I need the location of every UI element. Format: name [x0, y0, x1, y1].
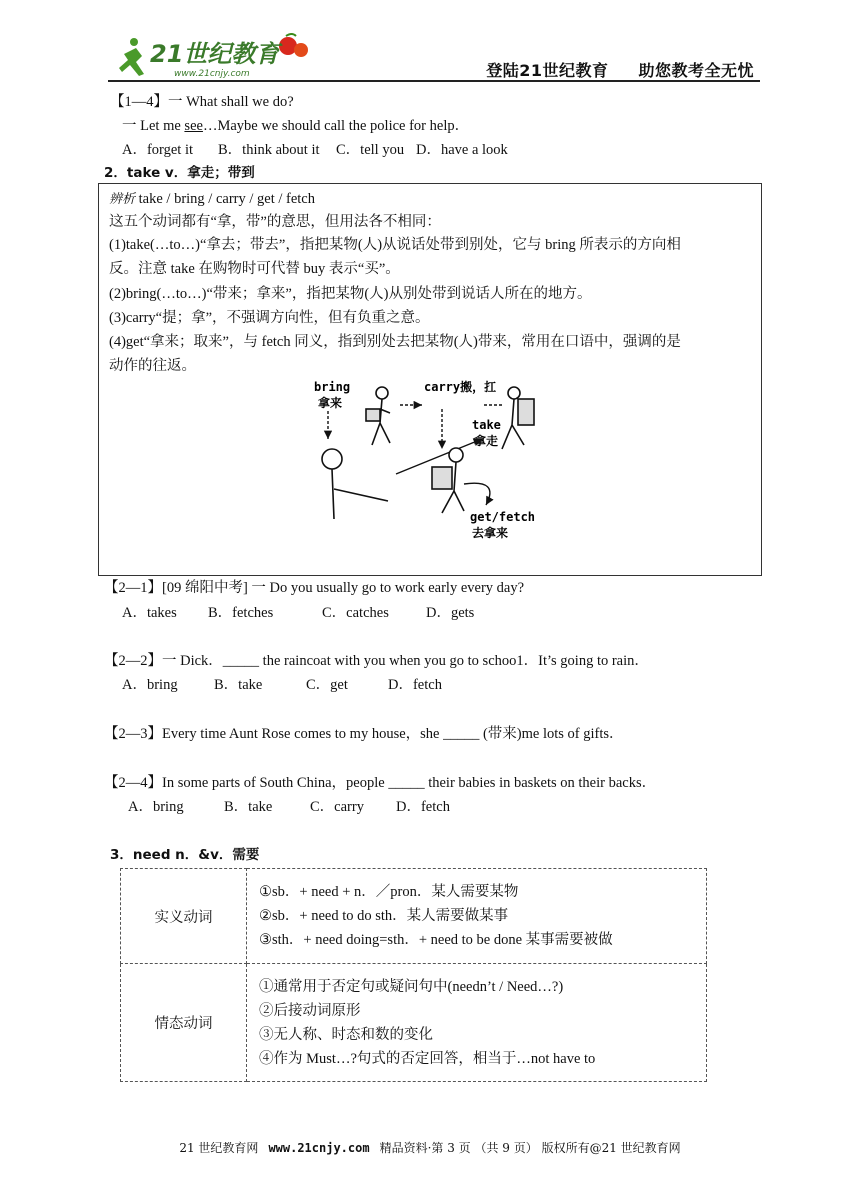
list-item: ①sb．+ need + n．／pron．某人需要某物 [259, 884, 519, 900]
take-bring-diagram [304, 379, 549, 549]
label-get-cn: 去拿来 [472, 526, 509, 540]
footer-left: 21 世纪教育网 [179, 1141, 259, 1155]
question-2-1-options [122, 603, 474, 623]
header-slogan [486, 58, 754, 81]
row-content [247, 964, 707, 1082]
row-content [247, 869, 707, 964]
option-b: B．think about it [218, 142, 320, 158]
option-c: C．catches [322, 605, 389, 621]
box-tag: 辨析 [109, 192, 136, 207]
option-d: D．gets [426, 605, 475, 621]
question-2-2-stem: 【2—2】一 Dick．_____ the raincoat with you when you go to schoo1．It’s going to rain． [104, 653, 649, 669]
list-item: ②后接动词原形 [259, 1002, 361, 1019]
box-line: 这五个动词都有“拿，带”的意思，但用法各不相同： [109, 214, 441, 230]
question-2-3-stem: 【2—3】Every time Aunt Rose comes to my house，she _____ (带来)me lots of gifts． [104, 726, 624, 742]
option-a: A．forget it [122, 142, 194, 158]
slogan-right: 助您教考全无忧 [638, 61, 754, 80]
option-b: B．take [224, 799, 273, 815]
section-3-heading: 3．need n．&v．需要 [110, 847, 260, 863]
table-row [121, 964, 707, 1082]
option-a: A．bring [122, 677, 178, 693]
footer-right: 精品资料·第 3 页 （共 9 页） 版权所有@21 世纪教育网 [379, 1141, 681, 1155]
row-head: 情态动词 [121, 964, 247, 1082]
need-usage-table [120, 868, 707, 1082]
box-line: (3)carry“提；拿”，不强调方向性，但有负重之意。 [109, 310, 430, 326]
question-1-4-stem: 【1—4】一 What shall we do? [110, 94, 294, 110]
line2-underlined: see [184, 118, 203, 134]
page-header [108, 28, 760, 82]
box-title-rest: take / bring / carry / get / fetch [135, 191, 315, 207]
slogan-left: 登陆21世纪教育 [486, 61, 609, 80]
usage-note-box [98, 183, 762, 576]
list-item: ①通常用于否定句或疑问句中(needn’t / Need…?) [259, 978, 564, 995]
question-2-1-stem: 【2—1】[09 绵阳中考] 一 Do you usually go to work early every day? [104, 580, 525, 596]
option-b: B．fetches [208, 605, 274, 621]
question-1-4-line2 [122, 116, 469, 136]
label-carry: carry搬，扛 [424, 380, 497, 394]
option-a: A．takes [122, 605, 177, 621]
box-line: (4)get“拿来；取来”，与 fetch 同义，指到别处去把某物(人)带来，常用在口语中，强调的是 [109, 334, 681, 350]
page-footer [0, 1139, 860, 1156]
table-row [121, 869, 707, 964]
runner-icon [119, 38, 144, 76]
list-item: ③sth．+ need doing=sth．+ need to be done 某事需要被做 [259, 932, 613, 948]
label-bring-cn: 拿来 [318, 396, 343, 410]
box-line: (2)bring(…to…)“带来；拿来”，指把某物(人)从别处带到说话人所在的地方。 [109, 286, 592, 302]
question-2-4-options [128, 797, 450, 817]
box-line: 反。注意 take 在购物时可代替 buy 表示“买”。 [109, 261, 400, 277]
list-item: ②sb．+ need to do sth．某人需要做某事 [259, 908, 509, 924]
question-1-4-options [122, 140, 508, 160]
section-2-heading: 2．take v．拿走；带到 [104, 165, 255, 181]
line2-post: …Maybe we should call the police for help． [202, 118, 470, 134]
label-get-en: get/fetch [470, 510, 536, 524]
box-title [109, 188, 315, 211]
logo-url: www.21cnjy.com [174, 69, 250, 79]
footer-url[interactable]: www.21cnjy.com [268, 1141, 370, 1155]
list-item: ④作为 Must…?句式的否定回答，相当于…not have to [259, 1050, 596, 1067]
option-d: D．fetch [388, 677, 442, 693]
logo-text: 21世纪教育 [150, 40, 280, 68]
list-item: ③无人称、时态和数的变化 [259, 1026, 433, 1043]
row-head: 实义动词 [121, 869, 247, 964]
option-c: C．tell you [336, 142, 405, 158]
person-figures-icon [322, 387, 534, 519]
option-b: B．take [214, 677, 263, 693]
label-take-en: take [472, 418, 501, 432]
option-d: D．have a look [416, 142, 508, 158]
box-line: (1)take(…to…)“拿去；带去”，指把某物(人)从说话处带到别处，它与 bring 所表示的方向相 [109, 237, 681, 253]
option-c: C．get [306, 677, 348, 693]
question-2-4-stem: 【2—4】In some parts of South China，people _____ their babies in baskets on their backs． [104, 775, 657, 791]
box-line: 动作的往返。 [109, 358, 196, 374]
label-take-cn: 拿走 [474, 434, 499, 448]
question-2-2-options [122, 675, 442, 695]
label-bring-en: bring [314, 380, 351, 394]
option-d: D．fetch [396, 799, 450, 815]
apple-icon [279, 34, 308, 57]
logo [116, 32, 316, 80]
option-c: C．carry [310, 799, 364, 815]
option-a: A．bring [128, 799, 184, 815]
line2-pre: 一 Let me [122, 118, 185, 134]
